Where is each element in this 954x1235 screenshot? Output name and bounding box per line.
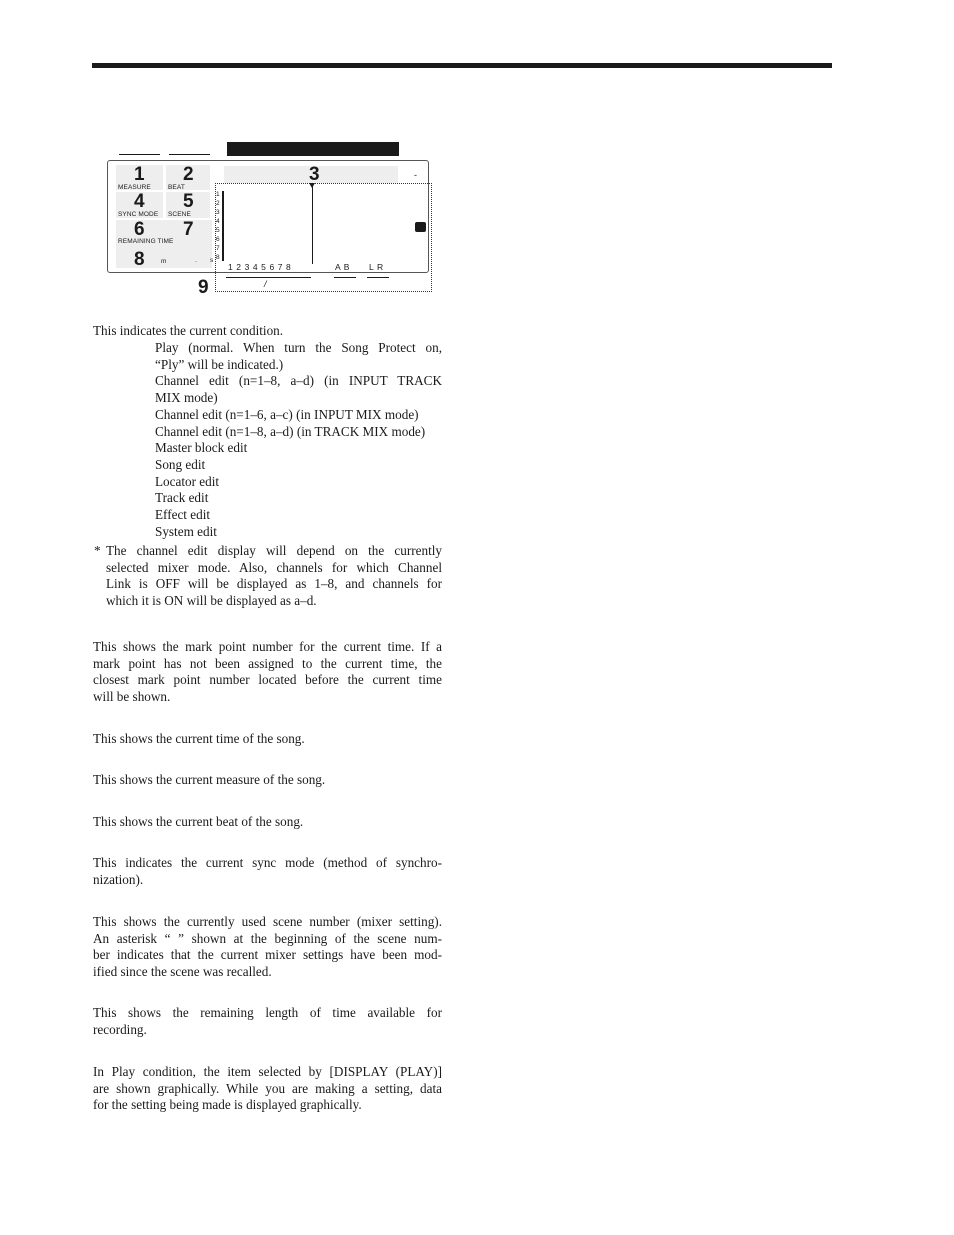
underline-channels — [226, 277, 311, 278]
paragraph-line: for the setting being made is displayed graphically. — [93, 1097, 362, 1113]
graphic-area-outline — [215, 183, 432, 292]
list-item: Track edit — [155, 490, 209, 506]
scene-paragraph — [93, 914, 442, 981]
paragraph-line: ber indicates that the current mixer settings have been mod- — [93, 947, 442, 963]
paragraph-line: are shown graphically. While you are making a setting, data — [93, 1080, 442, 1096]
ab-label: A B — [335, 262, 351, 272]
intro-text: This indicates the current condition. — [93, 323, 284, 338]
current-time-text: This shows the current time of the song. — [93, 731, 305, 746]
row-number: 7 — [216, 245, 220, 252]
paragraph-line: In Play condition, the item selected by [DISPLAY (PLAY)] — [93, 1064, 442, 1079]
paragraph-line: This shows the mark point number for the current time. If a — [93, 639, 442, 654]
cursor-line — [312, 186, 313, 264]
callout-5: 5 — [183, 191, 194, 212]
paragraph-line: mark point has not been assigned to the current time, the — [93, 655, 442, 671]
top-line-2 — [169, 154, 210, 155]
paragraph-line: An asterisk “ ” shown at the beginning of the scene num- — [93, 930, 442, 946]
callout-2: 2 — [183, 164, 194, 185]
list-item: Channel edit (n=1–8, a–d) (in INPUT TRACK — [155, 373, 442, 389]
row-number: 2 — [216, 200, 220, 207]
callout-4: 4 — [134, 191, 145, 212]
row-number: 5 — [216, 227, 220, 234]
list-item: Master block edit — [155, 440, 248, 456]
paragraph-line: This indicates the current sync mode (method of synchro- — [93, 855, 442, 870]
list-item: Locator edit — [155, 473, 220, 489]
remaining-time-paragraph — [93, 1005, 442, 1038]
callout-1: 1 — [134, 164, 145, 185]
paragraph-line: This shows the currently used scene number (mixer setting). — [93, 914, 442, 929]
note-line: The channel edit display will depend on the currently — [106, 543, 442, 558]
square-indicator — [415, 222, 426, 232]
slash-label: / — [264, 279, 267, 289]
row-number: 6 — [216, 236, 220, 243]
callout-7: 7 — [183, 219, 194, 240]
paragraph-line: ified since the scene was recalled. — [93, 964, 272, 980]
list-item: Channel edit (n=1–6, a–c) (in INPUT MIX mode) — [155, 406, 419, 422]
sync-mode-paragraph — [93, 855, 442, 888]
list-item: System edit — [155, 523, 217, 539]
note-text — [106, 543, 442, 610]
paragraph-line: will be shown. — [93, 689, 171, 705]
paragraph-line: nization). — [93, 871, 144, 887]
row-number: 4 — [216, 218, 220, 225]
note-line: selected mixer mode. Also, channels for which Channel — [106, 559, 442, 575]
note-line: which it is ON will be displayed as a–d. — [106, 593, 317, 609]
callout-8: 8 — [134, 249, 145, 270]
label-sync-mode: SYNC MODE — [118, 211, 159, 218]
callout-9: 9 — [198, 277, 209, 298]
list-item: Effect edit — [155, 507, 211, 523]
label-unit-m: m — [161, 258, 167, 265]
graphic-display-paragraph — [93, 1064, 442, 1114]
row-scale-bar — [222, 191, 224, 261]
callout-3: 3 — [309, 164, 320, 185]
note-line: Link is OFF will be displayed as 1–8, and channels for — [106, 576, 442, 592]
note-asterisk: * — [94, 543, 101, 558]
paragraph-line: recording. — [93, 1021, 147, 1037]
channel-numbers: 1 2 3 4 5 6 7 8 — [228, 262, 292, 272]
paragraph-line: This shows the remaining length of time available for — [93, 1005, 442, 1020]
current-beat-text: This shows the current beat of the song. — [93, 814, 304, 829]
label-remaining-time: REMAINING TIME — [118, 238, 174, 245]
top-line-1 — [119, 154, 160, 155]
list-item: Play (normal. When turn the Song Protect on, — [155, 340, 442, 355]
row-number: 1 — [216, 191, 220, 198]
current-measure-text: This shows the current measure of the song. — [93, 772, 326, 787]
lr-label: L R — [369, 262, 384, 272]
label-beat: BEAT — [168, 184, 185, 191]
label-scene: SCENE — [168, 211, 191, 218]
paragraph-line: closest mark point number located before the current time — [93, 672, 442, 688]
callout-6: 6 — [134, 219, 145, 240]
list-item: “Ply” will be indicated.) — [155, 356, 284, 372]
underline-lr — [367, 277, 389, 278]
top-black-bar — [227, 142, 399, 156]
list-item: Song edit — [155, 456, 206, 472]
label-measure: MEASURE — [118, 184, 151, 191]
dash-label: - — [414, 170, 417, 180]
label-s: s — [210, 257, 214, 264]
row-number: 8 — [216, 254, 220, 261]
mark-point-paragraph — [93, 639, 442, 706]
list-item: MIX mode) — [155, 390, 218, 406]
row-number: 3 — [216, 209, 220, 216]
header-rule — [92, 63, 832, 68]
underline-ab — [334, 277, 356, 278]
list-item: Channel edit (n=1–8, a–d) (in TRACK MIX mode) — [155, 423, 426, 439]
label-dot: . — [195, 257, 197, 264]
condition-list — [155, 340, 442, 540]
